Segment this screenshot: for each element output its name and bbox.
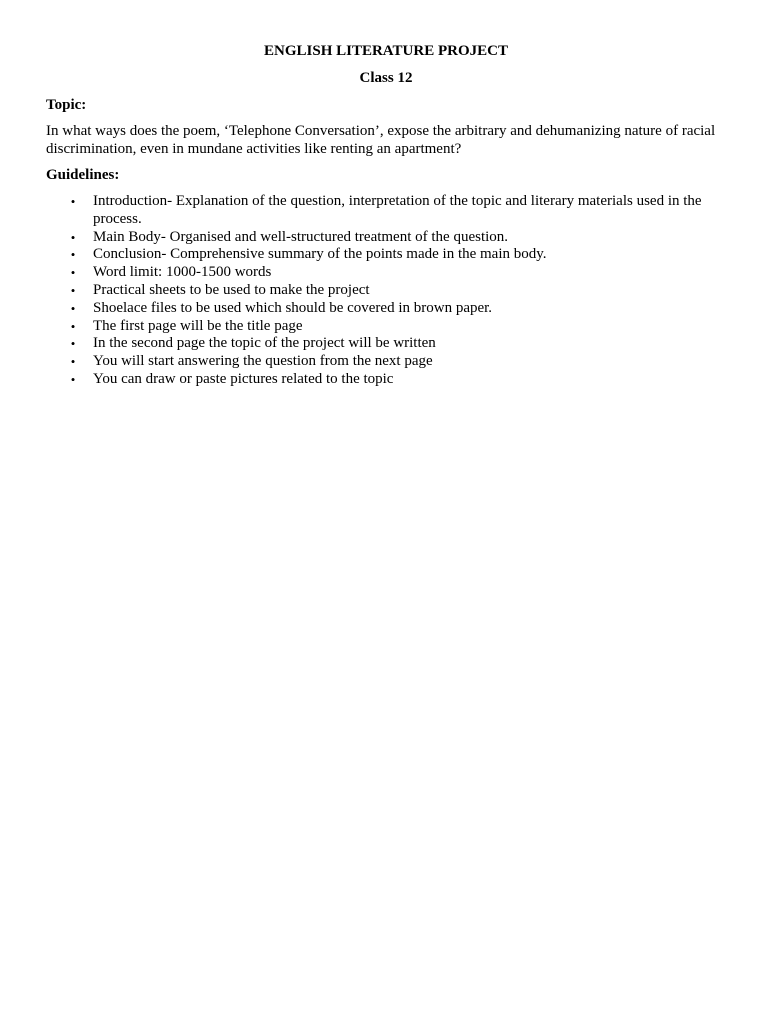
bullet-icon: • [70, 247, 76, 263]
bullet-icon: • [70, 336, 76, 352]
bullet-icon: • [70, 354, 76, 370]
bullet-icon: • [70, 229, 76, 245]
list-item [46, 371, 726, 389]
list-item [46, 300, 726, 318]
document-subtitle: Class 12 [359, 70, 413, 86]
bullet-icon: • [70, 265, 76, 281]
list-item [46, 193, 726, 229]
topic-heading: Topic: [46, 97, 87, 113]
bullet-icon: • [70, 318, 76, 334]
list-item [46, 353, 726, 371]
list-item-text: Practical sheets to be used to make the project [93, 281, 370, 298]
document-title: ENGLISH LITERATURE PROJECT [264, 43, 508, 59]
list-item [46, 318, 726, 336]
list-item-text: Shoelace files to be used which should be covered in brown paper. [93, 299, 493, 316]
bullet-icon: • [70, 371, 76, 387]
topic-text: In what ways does the poem, ‘Telephone Conversation’, expose the arbitrary and dehumanizing nature of racial discrimination, even in mundane activities like renting an apartment? [46, 123, 716, 157]
bullet-icon: • [70, 300, 76, 316]
list-item-text: Conclusion- Comprehensive summary of the points made in the main body. [93, 246, 547, 263]
bullet-icon: • [70, 282, 76, 298]
document-page [46, 42, 726, 389]
list-item [46, 246, 726, 264]
guidelines-heading: Guidelines: [46, 167, 120, 183]
list-item [46, 229, 726, 247]
list-item-text: In the second page the topic of the project will be written [93, 335, 436, 352]
list-item [46, 282, 726, 300]
list-item [46, 264, 726, 282]
guidelines-list [46, 193, 726, 389]
list-item [46, 335, 726, 353]
list-item-text: Main Body- Organised and well-structured treatment of the question. [93, 228, 509, 245]
list-item-text: Introduction- Explanation of the question, interpretation of the topic and literary materials used in the process. [93, 193, 702, 227]
list-item-text: Word limit: 1000-1500 words [93, 264, 272, 281]
bullet-icon: • [70, 194, 76, 209]
list-item-text: You will start answering the question from the next page [93, 353, 433, 370]
list-item-text: The first page will be the title page [93, 317, 303, 334]
list-item-text: You can draw or paste pictures related to the topic [93, 370, 394, 387]
